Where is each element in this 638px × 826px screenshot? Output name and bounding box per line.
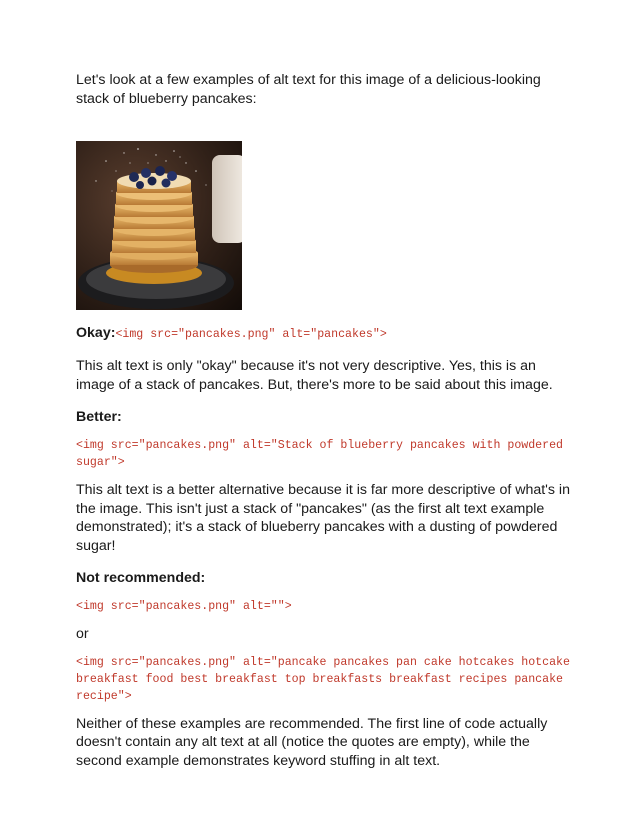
better-label: Better:: [76, 409, 122, 426]
better-code: <img src="pancakes.png" alt="Stack of blueberry pancakes with powdered sugar">: [76, 438, 564, 469]
not-recommended-explanation: Neither of these examples are recommended. The first line of code actually doesn't contain any alt text at all (notice the quotes are empty), while the second example demonstrates keyword stuffing in alt text.: [76, 715, 548, 769]
or-text: or: [76, 625, 89, 642]
not-recommended-code-empty: <img src="pancakes.png" alt="">: [76, 599, 292, 613]
not-recommended-code-stuffed: <img src="pancakes.png" alt="pancake pancakes pan cake hotcakes hotcake breakfast food best breakfast top breakfasts breakfast recipes pancake recipe">: [76, 655, 570, 703]
okay-example-line: [76, 324, 576, 343]
intro-paragraph: Let's look at a few examples of alt text for this image of a delicious-looking stack of blueberry pancakes:: [76, 72, 541, 107]
better-heading: [76, 408, 576, 427]
okay-label: Okay:: [76, 325, 116, 342]
not-recommended-label: Not recommended:: [76, 570, 206, 587]
better-explanation: This alt text is a better alternative because it is far more descriptive of what's in the image. This isn't just a stack of "pancakes" (as the first alt text example demonstrated); it's a stack of blueberry pancakes with a dusting of powdered sugar!: [76, 481, 570, 554]
pancake-stack-photo: [76, 141, 242, 310]
okay-code: <img src="pancakes.png" alt="pancakes">: [115, 328, 387, 342]
not-recommended-heading: [76, 569, 576, 588]
document-page: [76, 71, 576, 770]
okay-explanation: This alt text is only "okay" because it's not very descriptive. Yes, this is an image of a stack of pancakes. But, there's more to be said about this image.: [76, 358, 553, 393]
